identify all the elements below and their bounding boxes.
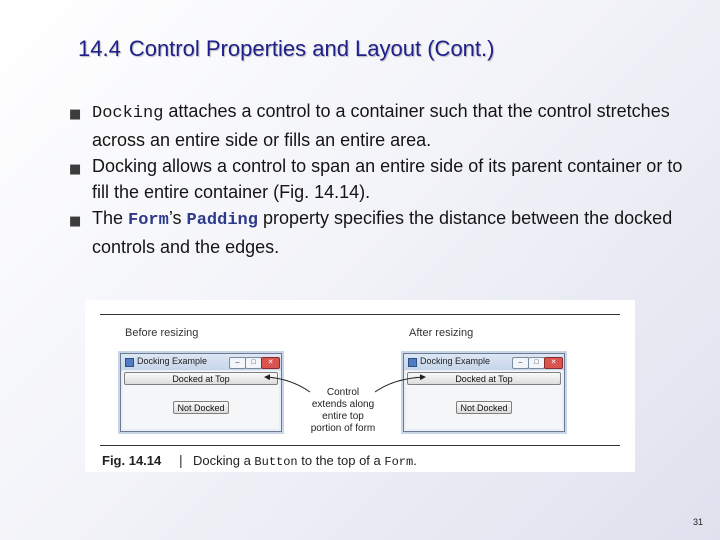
arrow-to-after-window [375, 377, 425, 392]
not-docked-button[interactable]: Not Docked [456, 401, 512, 414]
bullet-text-mid: ’s [168, 208, 187, 228]
bullet-item [69, 153, 699, 205]
maximize-icon[interactable]: □ [245, 357, 262, 369]
docked-at-top-button[interactable]: Docked at Top [407, 372, 561, 385]
arrow-to-before-window [265, 377, 310, 392]
title-text: Control Properties and Layout (Cont.) [128, 36, 495, 61]
title-number: 14.4 [78, 36, 121, 61]
after-resizing-label: After resizing [409, 327, 474, 339]
window-title: Docking Example [137, 356, 208, 366]
caption-pre: Docking a [193, 453, 255, 468]
caption-code-form: Form [384, 455, 414, 469]
not-docked-button[interactable]: Not Docked [173, 401, 229, 414]
bullet-text-post: property specifies the distance between the docked controls and the edges. [92, 208, 673, 257]
bullet-item [69, 205, 699, 260]
before-resizing-label: Before resizing [125, 327, 199, 339]
caption-separator: | [179, 452, 183, 468]
square-bullet-icon: ■ [69, 107, 82, 122]
figure-caption [193, 453, 417, 469]
minimize-icon[interactable]: – [229, 357, 246, 369]
code-docking: Docking [92, 104, 164, 123]
docked-at-top-button[interactable]: Docked at Top [124, 372, 278, 385]
figure-docking-example [85, 300, 635, 472]
caption-mid: to the top of a [297, 453, 385, 468]
bullet-text-pre: The [92, 208, 129, 228]
callout-arrows [85, 300, 635, 472]
close-icon[interactable]: ✕ [544, 357, 563, 369]
close-icon[interactable]: ✕ [261, 357, 280, 369]
window-title: Docking Example [420, 356, 491, 366]
code-form: Form [128, 211, 169, 230]
figure-number: Fig. 14.14 [102, 453, 162, 468]
code-padding: Padding [186, 211, 258, 230]
bullet-text: Docking allows a control to span an entire side of its parent container or to fill the entire container (Fig. 14.14). [92, 156, 683, 202]
caption-post: . [413, 453, 417, 468]
bullet-list [69, 98, 699, 260]
minimize-icon[interactable]: – [512, 357, 529, 369]
square-bullet-icon: ■ [69, 162, 82, 177]
bullet-text: attaches a control to a container such that the control stretches across an entire side or fills an entire area. [92, 101, 670, 150]
square-bullet-icon: ■ [69, 214, 82, 229]
caption-code-button: Button [254, 455, 298, 469]
slide-title [78, 36, 494, 62]
maximize-icon[interactable]: □ [528, 357, 545, 369]
callout-text: Control extends along entire top portion of form [310, 387, 376, 434]
slide-number: 31 [692, 517, 703, 527]
bullet-item [69, 98, 699, 153]
